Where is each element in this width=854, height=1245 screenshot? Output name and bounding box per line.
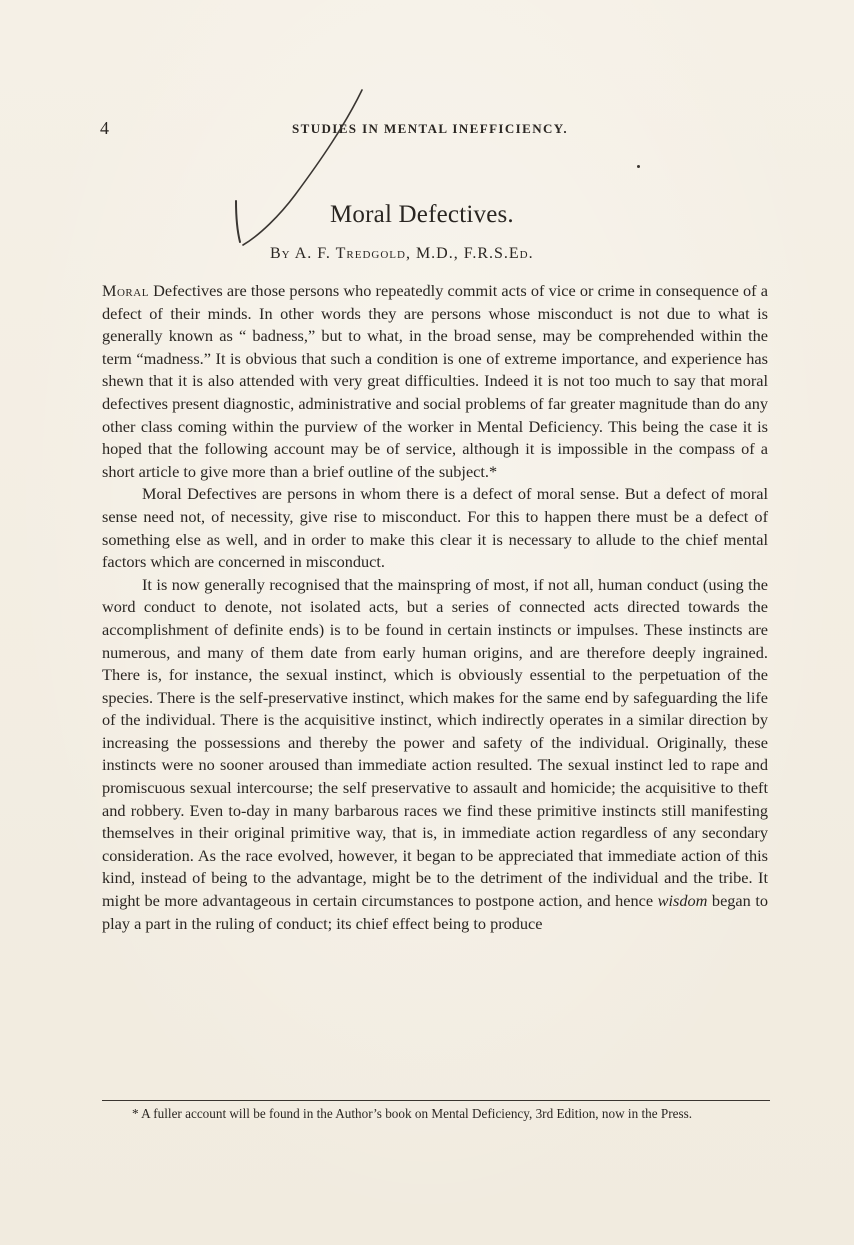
- paragraph-1-text: Defectives are those persons who repeatedly commit acts of vice or crime in consequence of a defect of their minds. In other words they are persons whose misconduct is not due to what is generally known as “ badness,” but to what, in the broad sense, may be comprehended within the term “madness.” It is obvious that such a condition is one of extreme importance, and experience has shewn that it is also attended with very great difficulties. Indeed it is not too much to say that moral defectives present diagnostic, administrative and social problems of far greater magnitude than do any other class coming within the purview of the worker in Mental Deficiency. This being the case it is hoped that the following account may be of service, although it is impossible in the compass of a short article to give more than a brief outline of the subject.*: [102, 281, 768, 481]
- paragraph-3-italic-word: wisdom: [657, 891, 708, 911]
- paragraph-3-text-end: began to play a part in the ruling of conduct; its chief effect being to produce: [102, 891, 768, 933]
- running-head: STUDIES IN MENTAL INEFFICIENCY.: [292, 121, 569, 136]
- paragraph-3: [102, 574, 768, 936]
- article-title: Moral Defectives.: [330, 201, 514, 228]
- article-body: [102, 280, 768, 935]
- page-number: 4: [100, 118, 110, 138]
- paragraph-1-lead: Moral: [102, 281, 149, 300]
- ink-speck: [637, 165, 640, 168]
- paragraph-3-text: It is now generally recognised that the mainspring of most, if not all, human conduct (using the word conduct to denote, not isolated acts, but a series of connected acts directed towards the accomplishment of definite ends) is to be found in certain instincts or impulses. These instincts are numerous, and many of them date from early human origins, and are therefore deeply ingrained. There is, for instance, the sexual instinct, which is obviously essential to the perpetuation of the species. There is the self-preservative instinct, which makes for the same end by safeguarding the life of the individual. There is the acquisitive instinct, which indirectly operates in a similar direction by increasing the possessions and thereby the power and safety of the individual. Originally, these instincts were no sooner aroused than immediate action resulted. The sexual instinct led to rape and promiscuous sexual intercourse; the self preservative to assault and homicide; the acquisitive to theft and robbery. Even to-day in many barbarous races we find these primitive instincts still manifesting themselves in their original primitive way, that is, in immediate action regardless of any secondary consideration. As the race evolved, however, it began to be appreciated that immediate action of this kind, instead of being to the advantage, might be to the detriment of the individual and the tribe. It might be more advantageous in certain circumstances to postpone action, and hence: [102, 574, 768, 911]
- paragraph-1: [102, 280, 768, 483]
- footnote-text: * A fuller account will be found in the Author’s book on Mental Deficiency, 3rd Edition, now in the Press.: [132, 1106, 693, 1121]
- article-byline: By A. F. Tredgold, M.D., F.R.S.Ed.: [270, 245, 534, 262]
- footnote-rule: [102, 1100, 770, 1101]
- footnote: [102, 1106, 770, 1122]
- paragraph-2: Moral Defectives are persons in whom there is a defect of moral sense. But a defect of moral sense need not, of necessity, give rise to misconduct. For this to happen there must be a defect of something else as well, and in order to make this clear it is necessary to allude to the chief mental factors which are concerned in misconduct.: [102, 484, 768, 572]
